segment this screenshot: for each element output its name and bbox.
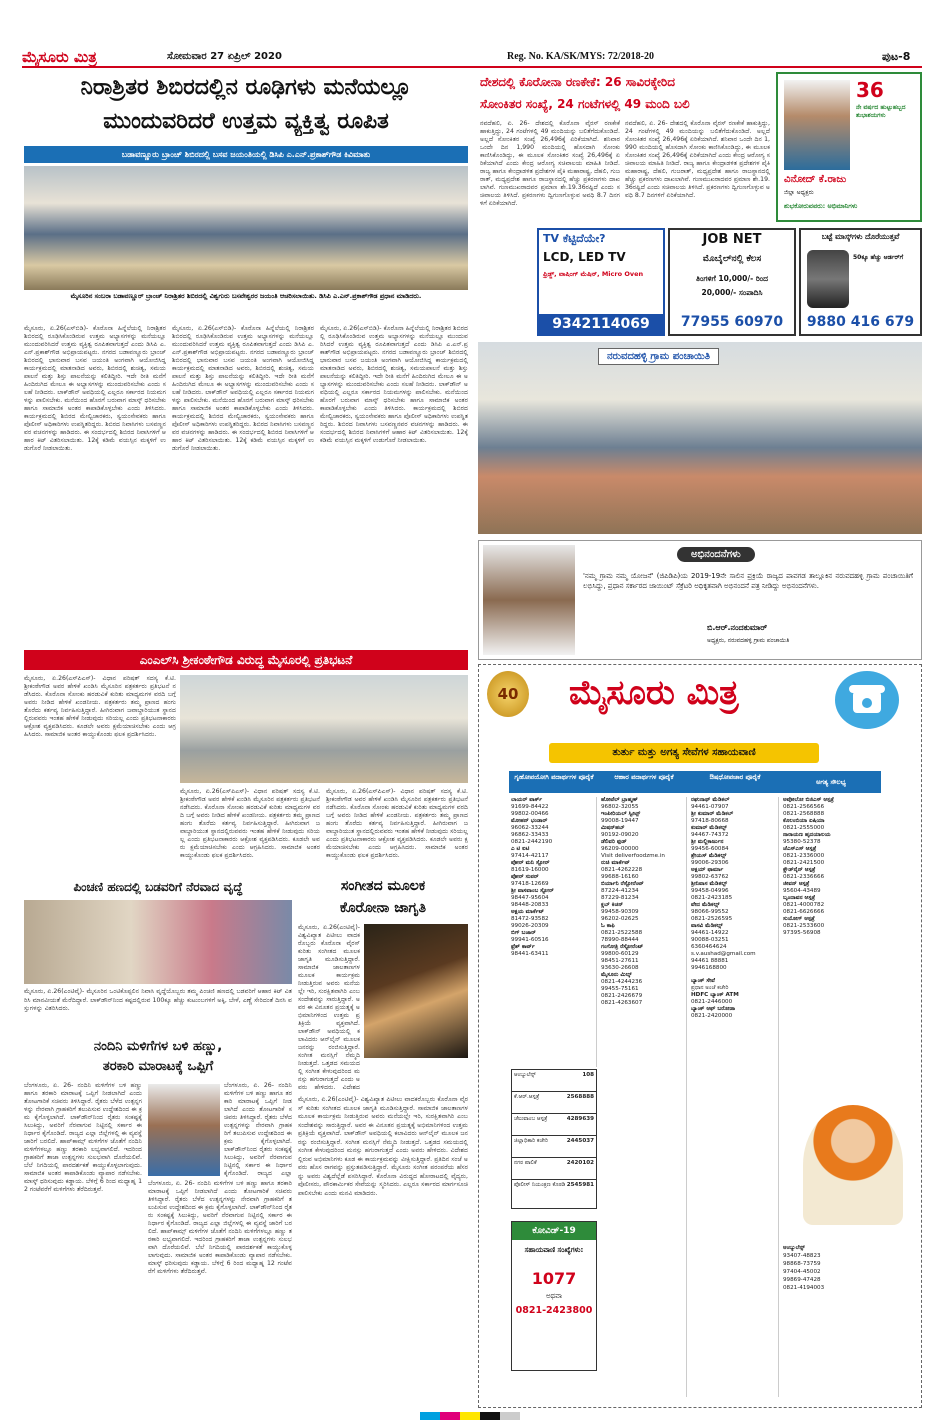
panchayat-photo: [478, 342, 922, 534]
dir-entry: ಮಿಷನ್‌ಹಬ್: [601, 825, 625, 831]
covid-num2: 0821-2423800: [515, 1305, 593, 1316]
directory-box: [478, 664, 922, 1408]
dir-entry: ಶ್ರೀನಿವಾಸ ಮೆಡಿಕಲ್ಸ್: [691, 881, 728, 887]
corona-body-col2: ನವದೆಹಲಿ, ಏ. 26- ದೇಶದಲ್ಲಿ ಕೊರೊನಾ ವೈರಸ್ ರಣಕೇಕೆ ಹಾಕುತ್ತಿದ್ದು, 24 ಗಂಟೆಗಳಲ್ಲಿ 49 ಮಂದಿಯನ್ನು ಬಲಿತೆಗೆದುಕೊಂಡಿದೆ. ಅಲ್ಲದೆ ಸೋಂಕಿತರ ಸಂಖ್ಯೆ 26,496ಕ್ಕೆ ಏರಿಕೆಯಾಗಿದೆ. ಶನಿವಾರ ಒಂದೇ ದಿನ 1,990 ಮಂದಿಯಲ್ಲಿ ಹೊಸದಾಗಿ ಸೋಂಕು ಕಾಣಿಸಿಕೊಂಡಿದ್ದು, ಈ ಮೂಲಕ ಸೋಂಕಿತರ ಸಂಖ್ಯೆ 26,496ಕ್ಕೆ ಏರಿಕೆಯಾಗಿದೆ ಎಂದು ಕೇಂದ್ರ ಆರೋಗ್ಯ ಸಚಿವಾಲಯ ಮಾಹಿತಿ ನೀಡಿದೆ. ರಾಜ್ಯ ಹಾಗೂ ಕೇಂದ್ರಾಡಳಿತ ಪ್ರದೇಶಗಳ ಪೈಕಿ ಮಹಾರಾಷ್ಟ್ರ, ದೆಹಲಿ, ಗುಜರಾತ್, ಮಧ್ಯಪ್ರದೇಶ ಹಾಗೂ ರಾಜಸ್ಥಾನದಲ್ಲಿ ಹೆಚ್ಚು ಪ್ರಕರಣಗಳು ದಾಖಲಾಗಿವೆ. ಗುಣಮುಖರಾದವರ ಪ್ರಮಾಣ ಶೇ.19.36ರಷ್ಟಿದೆ ಎಂದು ಸಚಿವಾಲಯ ತಿಳಿಸಿದೆ. ಪ್ರಕರಣಗಳು ದ್ವಿಗುಣಗೊಳ್ಳುವ ಅವಧಿ 8.7 ದಿನಗಳಿಗೆ ಏರಿಕೆಯಾಗಿದೆ.: [625, 120, 770, 199]
birthday-badge-text: ನೇ ವರ್ಷದ ಹುಟ್ಟುಹಬ್ಬದ ಶುಭಾಶಯಗಳು: [856, 104, 906, 119]
dir-entry: ಬ್ಯಾಂಕ್ ಆಫ್ ಬರೋಡಾ: [691, 1006, 736, 1012]
pension-photo: [24, 900, 292, 984]
greet-body: 'ನಮ್ಮ ಗ್ರಾಮ ನಮ್ಮ ಯೋಜನೆ' (ಜಿಪಿಡಿಪಿ)ಯ 2019-19ನೇ ಸಾಲಿನ ಪ್ರಕ್ರಿಯೆ ರಾಜ್ಯದ ಪಾವಗಡ ತಾಲ್ಲೂಕಿನ ನರುವದಹಳ್ಳಿ ಗ್ರಾಮ ಪಂಚಾಯಿತಿಗೆ ಲಭಿಸಿದ್ದು, ಪ್ರಧಾನ ಸರ್ಕಾರದ ಜಾಯಿಂಟ್ ಸೆಕ್ರೆಟರಿ ಅಧಿಕೃತವಾಗಿ ಅಭಿನಂದನೆ ಪತ್ರ ನೀಡಿದ್ದು ಅಭಿನಂದನೆಗಳು.: [583, 572, 913, 590]
emergency-num: 2420102: [566, 1160, 594, 1166]
mask-ad: [799, 228, 922, 336]
tv-repair-ad: [537, 228, 665, 336]
dir-entry: ಜೆಎಸ್‌ಎಸ್ ಆಸ್ಪತ್ರೆ: [783, 846, 817, 852]
pension-headline: ಪಿಂಚಣಿ ಹಣದಲ್ಲಿ ಬಡವರಿಗೆ ನೆರವಾದ ವೃದ್ಧೆ: [73, 880, 243, 894]
dir-entry: ಹೋಟೆಲ್ ಬ್ರಾಹ್ಮಣ್: [601, 797, 638, 803]
greet-portrait: [483, 545, 575, 655]
job-net-ad: [668, 228, 796, 336]
emergency-num: 108: [582, 1072, 594, 1078]
dir-entry: ನಾರಾಯಣ ಹೃದಯಾಲಯ: [783, 832, 831, 838]
dir-entry: 90192-09020: [601, 832, 639, 838]
dir-entry: 99026-20309: [511, 923, 549, 929]
nandini-headline-1: ನಂದಿನಿ ಮಳಿಗೆಗಳ ಬಳಿ ಹಣ್ಣು,: [93, 1039, 223, 1054]
phone-icon: [835, 671, 899, 729]
dir-entry: ಶ್ರೀ ಕುಮಾರ್ ಮೆಡಿಕಲ್: [691, 811, 734, 817]
emergency-name: ಆಂಬ್ಯುಲೆನ್ಸ್: [514, 1072, 536, 1078]
dir-entry: ಸುಯೋಗ್ ಆಸ್ಪತ್ರೆ: [783, 916, 815, 922]
dir-entry: 0821-2336666: [783, 874, 825, 880]
dir-head-2: ಆಹಾರ ಪದಾರ್ಥಗಳ ಪೂರೈಕೆ: [599, 771, 689, 793]
dir-entry: 0821-4194003: [783, 1285, 825, 1291]
mask-ad-line1: 50ಕ್ಕೂ ಹೆಚ್ಚು ಆರ್ಡರ್‌ಗೆ: [853, 254, 904, 261]
dir-entry: ರುಚಿ ಮಾರ್ಕೆಟ್: [601, 860, 630, 866]
nandini-portrait: [148, 1084, 220, 1176]
dir-entry: ಅಪೋಲೋ ಬಿಜಿಎಸ್ ಆಸ್ಪತ್ರೆ: [783, 797, 834, 803]
protest-body-col1: ಮೈಸೂರು, ಏ.26(ಎಸ್‌ಪಿಎಸ್)- ವಿಧಾನ ಪರಿಷತ್ ಸದಸ್ಯ ಕೆ.ಟಿ.ಶ್ರೀಕಂಠೇಗೌಡ ಅವರ ಹೇಳಿಕೆ ಖಂಡಿಸಿ ಮೈಸೂರಿನ ಪತ್ರಕರ್ತರು ಪ್ರತಿಭಟನೆ ನಡೆಸಿದರು. ಕೊರೊನಾ ಸೋಂಕು ಹರಡುವಿಕೆ ಕುರಿತು ಮಾಧ್ಯಮಗಳ ವರದಿ ಬಗ್ಗೆ ಅವರು ನೀಡಿದ ಹೇಳಿಕೆ ಖಂಡನೀಯ. ಪತ್ರಕರ್ತರು ತಮ್ಮ ಪ್ರಾಣದ ಹಂಗು ತೊರೆದು ಕರ್ತವ್ಯ ನಿರ್ವಹಿಸುತ್ತಿದ್ದಾರೆ. ಹೀಗಿರುವಾಗ ಜವಾಬ್ದಾರಿಯುತ ಸ್ಥಾನದಲ್ಲಿರುವವರು ಇಂತಹ ಹೇಳಿಕೆ ನೀಡುವುದು ಸರಿಯಲ್ಲ ಎಂದು ಪ್ರತಿಭಟನಾಕಾರರು ಆಕ್ರೋಶ ವ್ಯಕ್ತಪಡಿಸಿದರು. ಕೂಡಲೇ ಅವರು ಕ್ಷಮೆಯಾಚಿಸಬೇಕು ಎಂದು ಆಗ್ರಹಿಸಿದರು. ಸಾಮಾಜಿಕ ಅಂತರ ಕಾಯ್ದುಕೊಂಡು ಫಲಕ ಪ್ರದರ್ಶಿಸಿದರು.: [24, 675, 176, 738]
dir-entry: ಶ್ರೇಯಸ್ ಮೆಡಿಕಲ್ಸ್: [691, 853, 727, 859]
lead-photo: [24, 166, 468, 290]
dir-entry: 94461-07907: [691, 804, 729, 810]
dir-entry: 0821-2336000: [783, 853, 825, 859]
dir-entry: 94461 88881: [691, 958, 729, 964]
music-body-a: ಮೈಸೂರು, ಏ.26(ಎಂಟಿವೈ)- ವಿಶ್ವವಿಖ್ಯಾತ ಪಿಟೀಲು ವಾದಕರೊಬ್ಬರು ಕೊರೊನಾ ವೈರಸ್ ಕುರಿತು ಸಂಗೀತದ ಮೂಲಕ ಜಾಗೃತಿ ಮೂಡಿಸುತ್ತಿದ್ದಾರೆ. ಸಾಮಾಜಿಕ ಜಾಲತಾಣಗಳ ಮೂಲಕ ಕಾರ್ಯಕ್ರಮ ನೀಡುತ್ತಿರುವ ಅವರು ಮನೆಯಲ್ಲೇ ಇರಿ, ಸುರಕ್ಷಿತವಾಗಿರಿ ಎಂಬ ಸಂದೇಶವನ್ನು ಸಾರುತ್ತಿದ್ದಾರೆ. ಅವರ ಈ ವಿನೂತನ ಪ್ರಯತ್ನಕ್ಕೆ ಅಭಿಮಾನಿಗಳಿಂದ ಉತ್ತಮ ಪ್ರತಿಕ್ರಿಯೆ ವ್ಯಕ್ತವಾಗಿದೆ. ಲಾಕ್‌ಡೌನ್ ಅವಧಿಯಲ್ಲಿ ಕಲಾವಿದರು ಆನ್‌ಲೈನ್ ಮೂಲಕ ಜನರನ್ನು ರಂಜಿಸುತ್ತಿದ್ದಾರೆ. ಸಂಗೀತ ಮನಸ್ಸಿಗೆ ನೆಮ್ಮದಿ ನೀಡುತ್ತದೆ. ಒತ್ತಡದ ಸಮಯದಲ್ಲಿ ಸಂಗೀತ ಕೇಳುವುದರಿಂದ ಮನಸ್ಸು ಹಗುರಾಗುತ್ತದೆ ಎಂದು ಅವರು ಹೇಳಿದರು. ವಿದೇಶದ: [298, 924, 360, 1091]
dir-head-4: ಅಗತ್ಯ ಸೌಲಭ್ಯ: [781, 771, 881, 793]
dir-entry: 87229-81234: [601, 895, 639, 901]
mask-ad-image: [807, 250, 849, 308]
birthday-name: ವಿನೋದ್ ಕೆ.ರಾಜು: [784, 174, 847, 185]
dir-entry: ಬಿಗ್ ಬಜಾರ್: [511, 930, 536, 936]
birthday-wish: ಶುಭಕೋರುವವರು: ಅಭಿಮಾನಿಗಳು: [784, 202, 858, 210]
greet-head: ಅಭಿನಂದನೆಗಳು: [677, 547, 755, 562]
lead-headline-2: ಮುಂದುವರಿದರೆ ಉತ್ತಮ ವ್ಯಕ್ತಿತ್ವ ರೂಪಿತ: [103, 109, 389, 134]
nandini-headline-2: ತರಕಾರಿ ಮಾರಾಟಕ್ಕೆ ಒಪ್ಪಿಗೆ: [102, 1059, 214, 1074]
dir-col-4-lower: [783, 1085, 913, 1405]
dir-entry: 87224-41234: [601, 888, 639, 894]
dir-entry: 0821-4262228: [601, 867, 643, 873]
nandini-body-c: ಬೆಂಗಳೂರು, ಏ. 26- ನಂದಿನಿ ಮಳಿಗೆಗಳ ಬಳಿ ಹಣ್ಣು ಹಾಗೂ ತರಕಾರಿ ಮಾರಾಟಕ್ಕೆ ಒಪ್ಪಿಗೆ ನೀಡಲಾಗಿದೆ ಎಂದು ತೋಟಗಾರಿಕೆ ಸಚಿವರು ತಿಳಿಸಿದ್ದಾರೆ. ರೈತರು ಬೆಳೆದ ಉತ್ಪನ್ನಗಳನ್ನು ನೇರವಾಗಿ ಗ್ರಾಹಕರಿಗೆ ತಲುಪಿಸುವ ಉದ್ದೇಶದಿಂದ ಈ ಕ್ರಮ ಕೈಗೊಳ್ಳಲಾಗಿದೆ. ಲಾಕ್‌ಡೌನ್‌ನಿಂದ ರೈತರು ಸಂಕಷ್ಟಕ್ಕೆ ಸಿಲುಕಿದ್ದು, ಅವರಿಗೆ ನೆರವಾಗುವ ನಿಟ್ಟಿನಲ್ಲಿ ಸರ್ಕಾರ ಈ ನಿರ್ಧಾರ ಕೈಗೊಂಡಿದೆ. ರಾಜ್ಯದ ಎಲ್ಲಾ ಜಿಲ್ಲೆಗಳಲ್ಲಿ ಈ ವ್ಯವಸ್ಥೆ ಜಾರಿಗೆ ಬರಲಿದೆ. ಹಾಪ್‌ಕಾಮ್ಸ್ ಮಳಿಗೆಗಳ ಜೊತೆಗೆ ನಂದಿನಿ ಮಳಿಗೆಗಳಲ್ಲೂ ಹಣ್ಣು ತರಕಾರಿ ಲಭ್ಯವಾಗಲಿದೆ. ಇದರಿಂದ ಗ್ರಾಹಕರಿಗೆ ತಾಜಾ ಉತ್ಪನ್ನಗಳು ಸುಲಭವಾಗಿ ದೊರೆಯಲಿವೆ. ಬೆಲೆ ನಿಗದಿಯಲ್ಲಿ ಪಾರದರ್ಶಕತೆ ಕಾಯ್ದುಕೊಳ್ಳಲಾಗುವುದು. ಸಾಮಾಜಿಕ ಅಂತರ ಕಾಪಾಡಿಕೊಂಡು ವ್ಯಾಪಾರ ನಡೆಸಬೇಕು. ಮಾಸ್ಕ್ ಧರಿಸುವುದು ಕಡ್ಡಾಯ. ಬೆಳಿಗ್ಗೆ 6 ರಿಂದ ಮಧ್ಯಾಹ್ನ 12 ಗಂಟೆವರೆಗೆ ಮಳಿಗೆಗಳು ತೆರೆದಿರುತ್ತವೆ.: [148, 1180, 292, 1275]
corona-headline-1: ದೇಶದಲ್ಲಿ ಕೊರೋನಾ ರಣಕೇಕೆ: 26 ಸಾವಿರಕ್ಕೇರಿದ: [480, 75, 676, 89]
dir-col-2: [601, 797, 687, 1397]
dir-entry: ಕುಮಾರ್ ಮೆಡಿಕಲ್ಸ್: [691, 825, 727, 831]
emergency-row: [512, 1180, 596, 1202]
dir-entry: 6360464624: [691, 944, 727, 950]
dir-entry: 9946168800: [691, 965, 727, 971]
covid-head: ಕೋವಿಡ್-19: [512, 1222, 596, 1240]
dir-entry: ಶ್ರೀ ಮಲ್ಲಿಕಾರ್ಜುನ: [691, 839, 724, 845]
job-ad-phone: 77955 60970: [680, 314, 784, 330]
music-headline-1: ಸಂಗೀತದ ಮೂಲಕ: [340, 878, 426, 894]
dir-entry: ಕ್ಲೌಡ್‌ನೈನ್ ಆಸ್ಪತ್ರೆ: [783, 867, 816, 873]
dir-entry: ಡೆಲಿವರಿ ಫುಡ್: [601, 839, 627, 845]
dir-entry: 91699-84422: [511, 804, 549, 810]
job-ad-line3: 20,000/- ಸಂಪಾದಿಸಿ: [701, 288, 763, 297]
dir-entry: 99800-60129: [601, 951, 639, 957]
birthday-ad: [776, 72, 922, 222]
dir-entry: 90088-03251: [691, 937, 729, 943]
music-body-b: ಮೈಸೂರು, ಏ.26(ಎಂಟಿವೈ)- ವಿಶ್ವವಿಖ್ಯಾತ ಪಿಟೀಲು ವಾದಕರೊಬ್ಬರು ಕೊರೊನಾ ವೈರಸ್ ಕುರಿತು ಸಂಗೀತದ ಮೂಲಕ ಜಾಗೃತಿ ಮೂಡಿಸುತ್ತಿದ್ದಾರೆ. ಸಾಮಾಜಿಕ ಜಾಲತಾಣಗಳ ಮೂಲಕ ಕಾರ್ಯಕ್ರಮ ನೀಡುತ್ತಿರುವ ಅವರು ಮನೆಯಲ್ಲೇ ಇರಿ, ಸುರಕ್ಷಿತವಾಗಿರಿ ಎಂಬ ಸಂದೇಶವನ್ನು ಸಾರುತ್ತಿದ್ದಾರೆ. ಅವರ ಈ ವಿನೂತನ ಪ್ರಯತ್ನಕ್ಕೆ ಅಭಿಮಾನಿಗಳಿಂದ ಉತ್ತಮ ಪ್ರತಿಕ್ರಿಯೆ ವ್ಯಕ್ತವಾಗಿದೆ. ಲಾಕ್‌ಡೌನ್ ಅವಧಿಯಲ್ಲಿ ಕಲಾವಿದರು ಆನ್‌ಲೈನ್ ಮೂಲಕ ಜನರನ್ನು ರಂಜಿಸುತ್ತಿದ್ದಾರೆ. ಸಂಗೀತ ಮನಸ್ಸಿಗೆ ನೆಮ್ಮದಿ ನೀಡುತ್ತದೆ. ಒತ್ತಡದ ಸಮಯದಲ್ಲಿ ಸಂಗೀತ ಕೇಳುವುದರಿಂದ ಮನಸ್ಸು ಹಗುರಾಗುತ್ತದೆ ಎಂದು ಅವರು ಹೇಳಿದರು. ವಿದೇಶದಲ್ಲಿರುವ ಅಭಿಮಾನಿಗಳು ಕೂಡ ಈ ಕಾರ್ಯಕ್ರಮವನ್ನು ವೀಕ್ಷಿಸುತ್ತಿದ್ದಾರೆ. ಪ್ರತಿದಿನ ಸಂಜೆ ಅವರು ಹೊಸ ರಾಗವನ್ನು ಪ್ರಸ್ತುತಪಡಿಸುತ್ತಿದ್ದಾರೆ. ಮೈಸೂರು ಸಂಗೀತ ಪರಂಪರೆಯ ಹೆಸರನ್ನು ಅವರು ವಿಶ್ವದೆಲ್ಲೆಡೆ ಪಸರಿಸಿದ್ದಾರೆ. ಕೊರೊನಾ ವಿರುದ್ಧದ ಹೋರಾಟದಲ್ಲಿ ವೈದ್ಯರು, ಪೊಲೀಸರು, ಪೌರಕಾರ್ಮಿಕರ ಸೇವೆಯನ್ನು ಸ್ಮರಿಸಿದರು. ಎಲ್ಲರೂ ಸರ್ಕಾರದ ಮಾರ್ಗಸೂಚಿ ಪಾಲಿಸಬೇಕು ಎಂದು ಮನವಿ ಮಾಡಿದರು.: [298, 1096, 468, 1197]
emergency-row: [512, 1070, 596, 1092]
greet-sign-name: ಬಿ.ಆರ್.ನಂದಕುಮಾರ್: [707, 623, 768, 632]
dir-entry: 0821-2442190: [511, 839, 553, 845]
dir-entry: 95380-52378: [783, 839, 821, 845]
dir-entry: 96062-33244: [511, 825, 549, 831]
dir-entry: ಅಕ್ಷಯ್ ಫಾರ್ಮಾ: [691, 867, 724, 873]
dir-entry: 97404-45002: [783, 1269, 821, 1275]
dir-entry: 0821-4000782: [783, 902, 825, 908]
music-headline-2: ಕೊರೋನಾ ಜಾಗೃತಿ: [339, 900, 427, 916]
print-registration-strip: [420, 1412, 520, 1420]
lead-subheadline: ಬಡಾವಣ್ಣೂರು ಬ್ರಾಂಚ್ ಶಿಬಿರದಲ್ಲಿ ಬಸವ ಜಯಂತಿಯಲ್ಲಿ ಡಿಸಿಪಿ ಎ.ಎನ್.ಪ್ರಕಾಶ್‌ಗೌಡ ಕಿವಿಮಾತು: [24, 146, 468, 163]
dir-entry: 0821-2420000: [691, 1013, 733, 1019]
emergency-num: 2445037: [566, 1138, 594, 1144]
dir-entry: 0821-2533600: [783, 923, 825, 929]
dir-entry: ಗಂಗೋತ್ರಿ ರೆಸ್ಟೋರೆಂಟ್: [601, 944, 644, 950]
emergency-table: [511, 1069, 597, 1209]
directory-badge-num: 40: [497, 685, 519, 703]
dir-entry: 0821-2568888: [783, 811, 825, 817]
dir-entry: 98447-95604: [511, 895, 549, 901]
dir-entry: ಪೋರ್ ಸುಪರ್: [511, 874, 539, 880]
dir-entry: 96202-02625: [601, 916, 639, 922]
job-ad-line1: ಮೊಬೈಲ್‌ನಲ್ಲಿ ಕೆಲಸ: [702, 254, 762, 264]
covid-box: [511, 1221, 597, 1371]
job-ad-line2: ತಿಂಗಳಿಗೆ 10,000/- ರಿಂದ: [696, 274, 768, 283]
emergency-name: ಕೆ.ಆರ್.ಆಸ್ಪತ್ರೆ: [514, 1094, 540, 1100]
dir-head-3: ಔಷಧೋಪಚಾರ ಪೂರೈಕೆ: [689, 771, 781, 793]
masthead-reg: Reg. No. KA/SK/MYS: 72/2018-20: [507, 51, 654, 62]
covid-or: ಅಥವಾ: [545, 1292, 563, 1300]
masthead: [22, 46, 922, 68]
dir-entry: 98451-27611: [601, 958, 639, 964]
dir-entry: ಬಿರ್ಯಾನಿ ರೆಸ್ಟೋರೆಂಟ್: [601, 881, 644, 887]
mask-ad-phone: 9880 416 679: [806, 314, 915, 330]
tv-ad-line1: LCD, LED TV: [543, 250, 626, 264]
dir-entry: ವಾಸವಿ ಮೆಡಿಕಲ್ಸ್: [691, 923, 723, 929]
dir-col-1: [511, 797, 597, 1067]
dir-entry: 97395-56908: [783, 930, 821, 936]
dir-entry: Visit deliverfoodzme.in: [601, 853, 665, 859]
dir-entry: HDFC ಬ್ಯಾಂಕ್ ATM: [691, 992, 739, 998]
emergency-name: ಜಿಲ್ಲಾಧಿಕಾರಿ ಕಚೇರಿ: [514, 1138, 548, 1144]
emergency-row: [512, 1136, 596, 1158]
dir-entry: s.v.aushad@gmail.com: [691, 951, 756, 957]
emergency-name: ಪೊಲೀಸ್ ನಿಯಂತ್ರಣ ಕೊಠಡಿ: [514, 1182, 566, 1188]
dir-entry: 99008-19447: [601, 818, 639, 824]
masthead-logo: ಮೈಸೂರು ಮಿತ್ರ: [22, 48, 97, 66]
dir-entry: 99802-63762: [691, 874, 729, 880]
dir-entry: 95604-43489: [783, 888, 821, 894]
dir-col-4: [783, 797, 881, 1077]
dir-entry: 78990-88444: [601, 937, 639, 943]
greet-box: [478, 540, 922, 660]
dir-entry: 94461-14922: [691, 930, 729, 936]
dir-entry: 93407-48823: [783, 1253, 821, 1259]
dir-entry: 0821-4244236: [601, 979, 643, 985]
dir-entry: 98448-20833: [511, 902, 549, 908]
mask-ad-title: ಬಟ್ಟೆ ಮಾಸ್ಕ್‌ಗಳು ದೊರೆಯುತ್ತವೆ: [821, 232, 900, 241]
masthead-page: ಪುಟ-8: [882, 50, 911, 63]
dir-entry: 97418-80668: [691, 818, 729, 824]
pension-body: ಮೈಸೂರು, ಏ.26(ಎಂಟಿವೈ)- ಮೈಸೂರಿನ ಒಂಟಿಕೊಪ್ಪಲಿನ ನಿವಾಸಿ ವೃದ್ಧೆಯೊಬ್ಬರು ತಮ್ಮ ಪಿಂಚಣಿ ಹಣದಲ್ಲಿ ಬಡವರಿಗೆ ಆಹಾರ ಕಿಟ್ ವಿತರಿಸಿ ಮಾನವೀಯತೆ ಮೆರೆದಿದ್ದಾರೆ. ಲಾಕ್‌ಡೌನ್‌ನಿಂದ ಕಷ್ಟದಲ್ಲಿರುವ 100ಕ್ಕೂ ಹೆಚ್ಚು ಕುಟುಂಬಗಳಿಗೆ ಅಕ್ಕಿ, ಬೇಳೆ, ಎಣ್ಣೆ ಸೇರಿದಂತೆ ದಿನಸಿ ವಸ್ತುಗಳನ್ನು ವಿತರಿಸಿದರು.: [24, 988, 292, 1012]
dir-entry: 98066-99552: [691, 909, 729, 915]
dir-entry: 0821-2566566: [783, 804, 825, 810]
birthday-photo: [784, 80, 850, 170]
panchayat-sign: ನರುವದಹಳ್ಳಿ ಗ್ರಾಮ ಪಂಚಾಯಿತಿ: [598, 348, 719, 365]
dir-entry: 97418-12669: [511, 881, 549, 887]
newspaper-reader-illustration: [803, 1105, 903, 1225]
dir-entry: 0821-2426679: [601, 993, 643, 999]
corona-headline-2: ಸೋಂಕಿತರ ಸಂಖ್ಯೆ, 24 ಗಂಟೆಗಳಲ್ಲಿ 49 ಮಂದಿ ಬಲಿ: [480, 97, 690, 111]
dir-entry: 99802-00466: [511, 811, 549, 817]
dir-entry: 97414-42117: [511, 853, 549, 859]
lead-body-col1: ಮೈಸೂರು, ಏ.26(ಎಸ್‌ಬಿಡಿ)- ಕೊರೊನಾ ಹಿನ್ನೆಲೆಯಲ್ಲಿ ನಿರಾಶ್ರಿತರ ಶಿಬಿರದಲ್ಲಿ ರೂಢಿಸಿಕೊಂಡಿರುವ ಉತ್ತಮ ಅಭ್ಯಾಸಗಳನ್ನು ಮನೆಯಲ್ಲೂ ಮುಂದುವರಿಸಿದರೆ ಉತ್ತಮ ವ್ಯಕ್ತಿತ್ವ ರೂಪಿತವಾಗುತ್ತದೆ ಎಂದು ಡಿಸಿಪಿ ಎ.ಎನ್.ಪ್ರಕಾಶ್‌ಗೌಡ ಅಭಿಪ್ರಾಯಪಟ್ಟರು. ನಗರದ ಬಡಾವಣ್ಣೂರು ಬ್ರಾಂಚ್ ಶಿಬಿರದಲ್ಲಿ ಭಾನುವಾರ ಬಸವ ಜಯಂತಿ ಅಂಗವಾಗಿ ಆಯೋಜಿಸಿದ್ದ ಕಾರ್ಯಕ್ರಮದಲ್ಲಿ ಮಾತನಾಡಿದ ಅವರು, ಶಿಬಿರದಲ್ಲಿ ಶುಚಿತ್ವ, ಸಮಯಪಾಲನೆ ಮತ್ತು ಶಿಸ್ತು ಪಾಲನೆಯನ್ನು ಕಲಿತಿದ್ದೀರಿ. ಇದೇ ರೀತಿ ಮನೆಗೆ ಹಿಂದಿರುಗಿದ ಮೇಲೂ ಈ ಅಭ್ಯಾಸಗಳನ್ನು ಮುಂದುವರಿಸಬೇಕು ಎಂದು ಸಲಹೆ ನೀಡಿದರು. ಲಾಕ್‌ಡೌನ್ ಅವಧಿಯಲ್ಲಿ ಎಲ್ಲರೂ ಸರ್ಕಾರದ ನಿಯಮಗಳನ್ನು ಪಾಲಿಸಬೇಕು. ಮನೆಯಿಂದ ಹೊರಗೆ ಬರುವಾಗ ಮಾಸ್ಕ್ ಧರಿಸಬೇಕು ಹಾಗೂ ಸಾಮಾಜಿಕ ಅಂತರ ಕಾಪಾಡಿಕೊಳ್ಳಬೇಕು ಎಂದು ತಿಳಿಸಿದರು. ಕಾರ್ಯಕ್ರಮದಲ್ಲಿ ಶಿಬಿರದ ಮೇಲ್ವಿಚಾರಕರು, ಸ್ವಯಂಸೇವಕರು ಹಾಗೂ ಪೊಲೀಸ್ ಅಧಿಕಾರಿಗಳು ಉಪಸ್ಥಿತರಿದ್ದರು. ಶಿಬಿರದ ನಿವಾಸಿಗಳು ಬಸವಣ್ಣನವರ ವಚನಗಳನ್ನು ಹಾಡಿದರು. ಈ ಸಂದರ್ಭದಲ್ಲಿ ಶಿಬಿರದ ನಿವಾಸಿಗಳಿಗೆ ಆಹಾರ ಕಿಟ್ ವಿತರಿಸಲಾಯಿತು. 12ಕ್ಕೆ ಕಡಿಮೆ ವಯಸ್ಸಿನ ಮಕ್ಕಳಿಗೆ ಉಡುಗೊರೆ ನೀಡಲಾಯಿತು.: [24, 325, 166, 452]
dir-entry: ಲಾಯರ್ ಪಾರ್ಕ್: [511, 797, 543, 803]
emergency-num: 4289639: [566, 1116, 594, 1122]
tv-ad-title: TV ಕೆಟ್ಟಿದೆಯೇ?: [543, 232, 606, 245]
dir-entry: ಎ ಟಿ ಐಟಿ: [511, 846, 530, 852]
lead-body-col3: ಮೈಸೂರು, ಏ.26(ಎಸ್‌ಬಿಡಿ)- ಕೊರೊನಾ ಹಿನ್ನೆಲೆಯಲ್ಲಿ ನಿರಾಶ್ರಿತರ ಶಿಬಿರದಲ್ಲಿ ರೂಢಿಸಿಕೊಂಡಿರುವ ಉತ್ತಮ ಅಭ್ಯಾಸಗಳನ್ನು ಮನೆಯಲ್ಲೂ ಮುಂದುವರಿಸಿದರೆ ಉತ್ತಮ ವ್ಯಕ್ತಿತ್ವ ರೂಪಿತವಾಗುತ್ತದೆ ಎಂದು ಡಿಸಿಪಿ ಎ.ಎನ್.ಪ್ರಕಾಶ್‌ಗೌಡ ಅಭಿಪ್ರಾಯಪಟ್ಟರು. ನಗರದ ಬಡಾವಣ್ಣೂರು ಬ್ರಾಂಚ್ ಶಿಬಿರದಲ್ಲಿ ಭಾನುವಾರ ಬಸವ ಜಯಂತಿ ಅಂಗವಾಗಿ ಆಯೋಜಿಸಿದ್ದ ಕಾರ್ಯಕ್ರಮದಲ್ಲಿ ಮಾತನಾಡಿದ ಅವರು, ಶಿಬಿರದಲ್ಲಿ ಶುಚಿತ್ವ, ಸಮಯಪಾಲನೆ ಮತ್ತು ಶಿಸ್ತು ಪಾಲನೆಯನ್ನು ಕಲಿತಿದ್ದೀರಿ. ಇದೇ ರೀತಿ ಮನೆಗೆ ಹಿಂದಿರುಗಿದ ಮೇಲೂ ಈ ಅಭ್ಯಾಸಗಳನ್ನು ಮುಂದುವರಿಸಬೇಕು ಎಂದು ಸಲಹೆ ನೀಡಿದರು. ಲಾಕ್‌ಡೌನ್ ಅವಧಿಯಲ್ಲಿ ಎಲ್ಲರೂ ಸರ್ಕಾರದ ನಿಯಮಗಳನ್ನು ಪಾಲಿಸಬೇಕು. ಮನೆಯಿಂದ ಹೊರಗೆ ಬರುವಾಗ ಮಾಸ್ಕ್ ಧರಿಸಬೇಕು ಹಾಗೂ ಸಾಮಾಜಿಕ ಅಂತರ ಕಾಪಾಡಿಕೊಳ್ಳಬೇಕು ಎಂದು ತಿಳಿಸಿದರು. ಕಾರ್ಯಕ್ರಮದಲ್ಲಿ ಶಿಬಿರದ ಮೇಲ್ವಿಚಾರಕರು, ಸ್ವಯಂಸೇವಕರು ಹಾಗೂ ಪೊಲೀಸ್ ಅಧಿಕಾರಿಗಳು ಉಪಸ್ಥಿತರಿದ್ದರು. ಶಿಬಿರದ ನಿವಾಸಿಗಳು ಬಸವಣ್ಣನವರ ವಚನಗಳನ್ನು ಹಾಡಿದರು. ಈ ಸಂದರ್ಭದಲ್ಲಿ ಶಿಬಿರದ ನಿವಾಸಿಗಳಿಗೆ ಆಹಾರ ಕಿಟ್ ವಿತರಿಸಲಾಯಿತು. 12ಕ್ಕೆ ಕಡಿಮೆ ವಯಸ್ಸಿನ ಮಕ್ಕಳಿಗೆ ಉಡುಗೊರೆ ನೀಡಲಾಯಿತು.: [320, 325, 468, 444]
dir-entry: ಕೊಲಂಬಿಯಾ ಏಷಿಯಾ: [783, 818, 825, 824]
music-photo: [364, 924, 468, 1058]
dir-entry: ಮೈಸೂರು ಮಿಲ್ಕ್: [601, 972, 632, 978]
lead-headline-1: ನಿರಾಶ್ರಿತರ ಶಿಬಿರದಲ್ಲಿನ ರೂಢಿಗಳು ಮನೆಯಲ್ಲೂ: [80, 75, 412, 100]
dir-entry: 99941-60516: [511, 937, 549, 943]
dir-entry: 99869-47428: [783, 1277, 821, 1283]
dir-entry: ಶ್ರೀ ವಾಸವಾಂಬ ಸ್ಟೋರ್: [511, 888, 554, 894]
dir-entry: 99458-90309: [601, 909, 639, 915]
dir-entry: ವೇದ ಮೆಡಿಕಲ್ಸ್: [691, 902, 720, 908]
dir-entry: 0821-2446000: [691, 999, 733, 1005]
emergency-row: [512, 1158, 596, 1180]
dir-entry: ಆಂಬ್ಯುಲೆನ್ಸ್: [783, 1245, 805, 1251]
job-ad-title: JOB NET: [702, 232, 762, 247]
directory-tagline: ತುರ್ತು ಮತ್ತು ಅಗತ್ಯ ಸೇವೆಗಳ ಸಹಾಯವಾಣಿ: [549, 743, 819, 763]
emergency-name: ಚೆಲುವಾಂಬ ಆಸ್ಪತ್ರೆ: [514, 1116, 548, 1122]
birthday-role: ಜಿಲ್ಲಾ ಅಧ್ಯಕ್ಷರು: [784, 189, 814, 196]
emergency-num: 2545981: [566, 1182, 594, 1188]
dir-entry: 96802-32055: [601, 804, 639, 810]
dir-entry: ಜೀವನ್ ಆಸ್ಪತ್ರೆ: [783, 881, 810, 887]
dir-entry: 81472-93582: [511, 916, 549, 922]
dir-col-3: [691, 797, 779, 1397]
protest-body-col3: ಮೈಸೂರು, ಏ.26(ಎಸ್‌ಪಿಎಸ್)- ವಿಧಾನ ಪರಿಷತ್ ಸದಸ್ಯ ಕೆ.ಟಿ.ಶ್ರೀಕಂಠೇಗೌಡ ಅವರ ಹೇಳಿಕೆ ಖಂಡಿಸಿ ಮೈಸೂರಿನ ಪತ್ರಕರ್ತರು ಪ್ರತಿಭಟನೆ ನಡೆಸಿದರು. ಕೊರೊನಾ ಸೋಂಕು ಹರಡುವಿಕೆ ಕುರಿತು ಮಾಧ್ಯಮಗಳ ವರದಿ ಬಗ್ಗೆ ಅವರು ನೀಡಿದ ಹೇಳಿಕೆ ಖಂಡನೀಯ. ಪತ್ರಕರ್ತರು ತಮ್ಮ ಪ್ರಾಣದ ಹಂಗು ತೊರೆದು ಕರ್ತವ್ಯ ನಿರ್ವಹಿಸುತ್ತಿದ್ದಾರೆ. ಹೀಗಿರುವಾಗ ಜವಾಬ್ದಾರಿಯುತ ಸ್ಥಾನದಲ್ಲಿರುವವರು ಇಂತಹ ಹೇಳಿಕೆ ನೀಡುವುದು ಸರಿಯಲ್ಲ ಎಂದು ಪ್ರತಿಭಟನಾಕಾರರು ಆಕ್ರೋಶ ವ್ಯಕ್ತಪಡಿಸಿದರು. ಕೂಡಲೇ ಅವರು ಕ್ಷಮೆಯಾಚಿಸಬೇಕು ಎಂದು ಆಗ್ರಹಿಸಿದರು. ಸಾಮಾಜಿಕ ಅಂತರ ಕಾಯ್ದುಕೊಂಡು ಫಲಕ ಪ್ರದರ್ಶಿಸಿದರು.: [326, 788, 468, 859]
protest-body-col2: ಮೈಸೂರು, ಏ.26(ಎಸ್‌ಪಿಎಸ್)- ವಿಧಾನ ಪರಿಷತ್ ಸದಸ್ಯ ಕೆ.ಟಿ.ಶ್ರೀಕಂಠೇಗೌಡ ಅವರ ಹೇಳಿಕೆ ಖಂಡಿಸಿ ಮೈಸೂರಿನ ಪತ್ರಕರ್ತರು ಪ್ರತಿಭಟನೆ ನಡೆಸಿದರು. ಕೊರೊನಾ ಸೋಂಕು ಹರಡುವಿಕೆ ಕುರಿತು ಮಾಧ್ಯಮಗಳ ವರದಿ ಬಗ್ಗೆ ಅವರು ನೀಡಿದ ಹೇಳಿಕೆ ಖಂಡನೀಯ. ಪತ್ರಕರ್ತರು ತಮ್ಮ ಪ್ರಾಣದ ಹಂಗು ತೊರೆದು ಕರ್ತವ್ಯ ನಿರ್ವಹಿಸುತ್ತಿದ್ದಾರೆ. ಹೀಗಿರುವಾಗ ಜವಾಬ್ದಾರಿಯುತ ಸ್ಥಾನದಲ್ಲಿರುವವರು ಇಂತಹ ಹೇಳಿಕೆ ನೀಡುವುದು ಸರಿಯಲ್ಲ ಎಂದು ಪ್ರತಿಭಟನಾಕಾರರು ಆಕ್ರೋಶ ವ್ಯಕ್ತಪಡಿಸಿದರು. ಕೂಡಲೇ ಅವರು ಕ್ಷಮೆಯಾಚಿಸಬೇಕು ಎಂದು ಆಗ್ರಹಿಸಿದರು. ಸಾಮಾಜಿಕ ಅಂತರ ಕಾಯ್ದುಕೊಂಡು ಫಲಕ ಪ್ರದರ್ಶಿಸಿದರು.: [180, 788, 320, 859]
emergency-row: [512, 1114, 596, 1136]
dir-entry: 0821-2555000: [783, 825, 825, 831]
dir-entry: 96209-00000: [601, 846, 639, 852]
lead-body-col2: ಮೈಸೂರು, ಏ.26(ಎಸ್‌ಬಿಡಿ)- ಕೊರೊನಾ ಹಿನ್ನೆಲೆಯಲ್ಲಿ ನಿರಾಶ್ರಿತರ ಶಿಬಿರದಲ್ಲಿ ರೂಢಿಸಿಕೊಂಡಿರುವ ಉತ್ತಮ ಅಭ್ಯಾಸಗಳನ್ನು ಮನೆಯಲ್ಲೂ ಮುಂದುವರಿಸಿದರೆ ಉತ್ತಮ ವ್ಯಕ್ತಿತ್ವ ರೂಪಿತವಾಗುತ್ತದೆ ಎಂದು ಡಿಸಿಪಿ ಎ.ಎನ್.ಪ್ರಕಾಶ್‌ಗೌಡ ಅಭಿಪ್ರಾಯಪಟ್ಟರು. ನಗರದ ಬಡಾವಣ್ಣೂರು ಬ್ರಾಂಚ್ ಶಿಬಿರದಲ್ಲಿ ಭಾನುವಾರ ಬಸವ ಜಯಂತಿ ಅಂಗವಾಗಿ ಆಯೋಜಿಸಿದ್ದ ಕಾರ್ಯಕ್ರಮದಲ್ಲಿ ಮಾತನಾಡಿದ ಅವರು, ಶಿಬಿರದಲ್ಲಿ ಶುಚಿತ್ವ, ಸಮಯಪಾಲನೆ ಮತ್ತು ಶಿಸ್ತು ಪಾಲನೆಯನ್ನು ಕಲಿತಿದ್ದೀರಿ. ಇದೇ ರೀತಿ ಮನೆಗೆ ಹಿಂದಿರುಗಿದ ಮೇಲೂ ಈ ಅಭ್ಯಾಸಗಳನ್ನು ಮುಂದುವರಿಸಬೇಕು ಎಂದು ಸಲಹೆ ನೀಡಿದರು. ಲಾಕ್‌ಡೌನ್ ಅವಧಿಯಲ್ಲಿ ಎಲ್ಲರೂ ಸರ್ಕಾರದ ನಿಯಮಗಳನ್ನು ಪಾಲಿಸಬೇಕು. ಮನೆಯಿಂದ ಹೊರಗೆ ಬರುವಾಗ ಮಾಸ್ಕ್ ಧರಿಸಬೇಕು ಹಾಗೂ ಸಾಮಾಜಿಕ ಅಂತರ ಕಾಪಾಡಿಕೊಳ್ಳಬೇಕು ಎಂದು ತಿಳಿಸಿದರು. ಕಾರ್ಯಕ್ರಮದಲ್ಲಿ ಶಿಬಿರದ ಮೇಲ್ವಿಚಾರಕರು, ಸ್ವಯಂಸೇವಕರು ಹಾಗೂ ಪೊಲೀಸ್ ಅಧಿಕಾರಿಗಳು ಉಪಸ್ಥಿತರಿದ್ದರು. ಶಿಬಿರದ ನಿವಾಸಿಗಳು ಬಸವಣ್ಣನವರ ವಚನಗಳನ್ನು ಹಾಡಿದರು. ಈ ಸಂದರ್ಭದಲ್ಲಿ ಶಿಬಿರದ ನಿವಾಸಿಗಳಿಗೆ ಆಹಾರ ಕಿಟ್ ವಿತರಿಸಲಾಯಿತು. 12ಕ್ಕೆ ಕಡಿಮೆ ವಯಸ್ಸಿನ ಮಕ್ಕಳಿಗೆ ಉಡುಗೊರೆ ನೀಡಲಾಯಿತು.: [172, 325, 314, 452]
dir-entry: 93630-26608: [601, 965, 639, 971]
dir-entry: 0821-6626666: [783, 909, 825, 915]
dir-entry: 94467-74372: [691, 832, 729, 838]
dir-entry: 0821-2421500: [783, 860, 825, 866]
dir-entry: ಕ್ಲಬ್ ಕಿಚನ್: [601, 902, 624, 908]
nandini-body-a: ಬೆಂಗಳೂರು, ಏ. 26- ನಂದಿನಿ ಮಳಿಗೆಗಳ ಬಳಿ ಹಣ್ಣು ಹಾಗೂ ತರಕಾರಿ ಮಾರಾಟಕ್ಕೆ ಒಪ್ಪಿಗೆ ನೀಡಲಾಗಿದೆ ಎಂದು ತೋಟಗಾರಿಕೆ ಸಚಿವರು ತಿಳಿಸಿದ್ದಾರೆ. ರೈತರು ಬೆಳೆದ ಉತ್ಪನ್ನಗಳನ್ನು ನೇರವಾಗಿ ಗ್ರಾಹಕರಿಗೆ ತಲುಪಿಸುವ ಉದ್ದೇಶದಿಂದ ಈ ಕ್ರಮ ಕೈಗೊಳ್ಳಲಾಗಿದೆ. ಲಾಕ್‌ಡೌನ್‌ನಿಂದ ರೈತರು ಸಂಕಷ್ಟಕ್ಕೆ ಸಿಲುಕಿದ್ದು, ಅವರಿಗೆ ನೆರವಾಗುವ ನಿಟ್ಟಿನಲ್ಲಿ ಸರ್ಕಾರ ಈ ನಿರ್ಧಾರ ಕೈಗೊಂಡಿದೆ. ರಾಜ್ಯದ ಎಲ್ಲಾ ಜಿಲ್ಲೆಗಳಲ್ಲಿ ಈ ವ್ಯವಸ್ಥೆ ಜಾರಿಗೆ ಬರಲಿದೆ. ಹಾಪ್‌ಕಾಮ್ಸ್ ಮಳಿಗೆಗಳ ಜೊತೆಗೆ ನಂದಿನಿ ಮಳಿಗೆಗಳಲ್ಲೂ ಹಣ್ಣು ತರಕಾರಿ ಲಭ್ಯವಾಗಲಿದೆ. ಇದರಿಂದ ಗ್ರಾಹಕರಿಗೆ ತಾಜಾ ಉತ್ಪನ್ನಗಳು ಸುಲಭವಾಗಿ ದೊರೆಯಲಿವೆ. ಬೆಲೆ ನಿಗದಿಯಲ್ಲಿ ಪಾರದರ್ಶಕತೆ ಕಾಯ್ದುಕೊಳ್ಳಲಾಗುವುದು. ಸಾಮಾಜಿಕ ಅಂತರ ಕಾಪಾಡಿಕೊಂಡು ವ್ಯಾಪಾರ ನಡೆಸಬೇಕು. ಮಾಸ್ಕ್ ಧರಿಸುವುದು ಕಡ್ಡಾಯ. ಬೆಳಿಗ್ಗೆ 6 ರಿಂದ ಮಧ್ಯಾಹ್ನ 12 ಗಂಟೆವರೆಗೆ ಮಳಿಗೆಗಳು ತೆರೆದಿರುತ್ತವೆ.: [24, 1082, 142, 1193]
dir-entry: ಅಕ್ಷಯ ಮಾರ್ಕೆಟ್: [511, 909, 545, 915]
directory-anniversary-badge: [487, 671, 529, 717]
covid-num1: 1077: [531, 1269, 577, 1288]
dir-entry: ಓ ಕಾಫಿ: [601, 923, 615, 929]
dir-entry: 99455-75161: [601, 986, 639, 992]
covid-sub: ಸಹಾಯವಾಣಿ ಸಂಖ್ಯೆಗಳು:: [524, 1246, 584, 1254]
dir-entry: 0821-4263607: [601, 1000, 643, 1006]
directory-logo: ಮೈಸೂರು ಮಿತ್ರ: [569, 673, 739, 713]
tv-ad-phone: 9342114069: [539, 314, 663, 334]
dir-entry: 0821-2423185: [691, 895, 733, 901]
dir-entry: 99006-29306: [691, 860, 729, 866]
masthead-date: ಸೋಮವಾರ 27 ಏಪ್ರಿಲ್ 2020: [167, 51, 282, 62]
emergency-num: 2568888: [566, 1094, 594, 1100]
dir-entry: ಮೋಹನ್ ಭಂಡಾರ್: [511, 818, 548, 824]
dir-entry: ಇಂಪೀರಿಯಲ್ ಸ್ವೀಟ್ಸ್: [601, 811, 641, 817]
dir-entry: ರಘುನಾಥ್ ಮೆಡಿಕಲ್: [691, 797, 730, 803]
dir-entry: 98868-73759: [783, 1261, 821, 1267]
dir-entry: ಬ್ಯಾಂಕ್ ಸೇವೆ: [691, 978, 715, 984]
birthday-badge-num: 36: [856, 78, 884, 102]
protest-photo: [180, 675, 468, 783]
dir-entry: ಪ್ರಧಾನ ಅಂಚೆ ಕಚೇರಿ: [691, 985, 729, 991]
dir-entry: 96862-33433: [511, 832, 549, 838]
emergency-row: [512, 1092, 596, 1114]
dir-entry: 99456-60084: [691, 846, 729, 852]
dir-entry: 0821-2522588: [601, 930, 643, 936]
dir-entry: 99688-16160: [601, 874, 639, 880]
dir-entry: ಪೋರ್ ಮನಿ ಸ್ಟೋರ್: [511, 860, 550, 866]
dir-entry: ಬೃಂದಾವನ ಆಸ್ಪತ್ರೆ: [783, 895, 816, 901]
dir-entry: 98441-63411: [511, 951, 549, 957]
dir-entry: ಫ್ರೆಶ್ ಕಾರ್ಟ್: [511, 944, 535, 950]
greet-sign-role: ಅಧ್ಯಕ್ಷರು, ನರುವದಹಳ್ಳಿ ಗ್ರಾಮ ಪಂಚಾಯಿತಿ: [707, 637, 790, 644]
dir-head-1: ಗೃಹೋಪಯೋಗಿ ಪದಾರ್ಥಗಳ ಪೂರೈಕೆ: [509, 771, 599, 793]
lead-caption: ಮೈಸೂರಿನ ಸಂಬರಾ ಬಡಾವಣ್ಣೂರ್ ಬ್ರಾಂಚ್ ನಿರಾಶ್ರಿತರ ಶಿಬಿರದಲ್ಲಿ ವಿಶ್ವಗುರು ಬಸವೇಶ್ವರರ ಜಯಂತಿ ಆಚರಿಸಲಾಯಿತು. ಡಿಸಿಪಿ ಎ.ಎನ್.ಪ್ರಕಾಶ್‌ಗೌಡ ಪ್ರಧಾನ ಮಾಡಿದರು.: [70, 292, 422, 300]
corona-body-col1: ನವದೆಹಲಿ, ಏ. 26- ದೇಶದಲ್ಲಿ ಕೊರೊನಾ ವೈರಸ್ ರಣಕೇಕೆ ಹಾಕುತ್ತಿದ್ದು, 24 ಗಂಟೆಗಳಲ್ಲಿ 49 ಮಂದಿಯನ್ನು ಬಲಿತೆಗೆದುಕೊಂಡಿದೆ. ಅಲ್ಲದೆ ಸೋಂಕಿತರ ಸಂಖ್ಯೆ 26,496ಕ್ಕೆ ಏರಿಕೆಯಾಗಿದೆ. ಶನಿವಾರ ಒಂದೇ ದಿನ 1,990 ಮಂದಿಯಲ್ಲಿ ಹೊಸದಾಗಿ ಸೋಂಕು ಕಾಣಿಸಿಕೊಂಡಿದ್ದು, ಈ ಮೂಲಕ ಸೋಂಕಿತರ ಸಂಖ್ಯೆ 26,496ಕ್ಕೆ ಏರಿಕೆಯಾಗಿದೆ ಎಂದು ಕೇಂದ್ರ ಆರೋಗ್ಯ ಸಚಿವಾಲಯ ಮಾಹಿತಿ ನೀಡಿದೆ. ರಾಜ್ಯ ಹಾಗೂ ಕೇಂದ್ರಾಡಳಿತ ಪ್ರದೇಶಗಳ ಪೈಕಿ ಮಹಾರಾಷ್ಟ್ರ, ದೆಹಲಿ, ಗುಜರಾತ್, ಮಧ್ಯಪ್ರದೇಶ ಹಾಗೂ ರಾಜಸ್ಥಾನದಲ್ಲಿ ಹೆಚ್ಚು ಪ್ರಕರಣಗಳು ದಾಖಲಾಗಿವೆ. ಗುಣಮುಖರಾದವರ ಪ್ರಮಾಣ ಶೇ.19.36ರಷ್ಟಿದೆ ಎಂದು ಸಚಿವಾಲಯ ತಿಳಿಸಿದೆ. ಪ್ರಕರಣಗಳು ದ್ವಿಗುಣಗೊಳ್ಳುವ ಅವಧಿ 8.7 ದಿನಗಳಿಗೆ ಏರಿಕೆಯಾಗಿದೆ.: [480, 120, 620, 207]
dir-entry: 81619-16000: [511, 867, 549, 873]
nandini-body-b: ಬೆಂಗಳೂರು, ಏ. 26- ನಂದಿನಿ ಮಳಿಗೆಗಳ ಬಳಿ ಹಣ್ಣು ಹಾಗೂ ತರಕಾರಿ ಮಾರಾಟಕ್ಕೆ ಒಪ್ಪಿಗೆ ನೀಡಲಾಗಿದೆ ಎಂದು ತೋಟಗಾರಿಕೆ ಸಚಿವರು ತಿಳಿಸಿದ್ದಾರೆ. ರೈತರು ಬೆಳೆದ ಉತ್ಪನ್ನಗಳನ್ನು ನೇರವಾಗಿ ಗ್ರಾಹಕರಿಗೆ ತಲುಪಿಸುವ ಉದ್ದೇಶದಿಂದ ಈ ಕ್ರಮ ಕೈಗೊಳ್ಳಲಾಗಿದೆ. ಲಾಕ್‌ಡೌನ್‌ನಿಂದ ರೈತರು ಸಂಕಷ್ಟಕ್ಕೆ ಸಿಲುಕಿದ್ದು, ಅವರಿಗೆ ನೆರವಾಗುವ ನಿಟ್ಟಿನಲ್ಲಿ ಸರ್ಕಾರ ಈ ನಿರ್ಧಾರ ಕೈಗೊಂಡಿದೆ. ರಾಜ್ಯದ ಎಲ್ಲಾ: [224, 1082, 292, 1177]
dir-entry: 0821-2526595: [691, 916, 733, 922]
protest-headline: ಎಂಎಲ್‌ಸಿ ಶ್ರೀಕಂಠೇಗೌಡ ವಿರುದ್ಧ ಮೈಸೂರಲ್ಲಿ ಪ್ರತಿಭಟನೆ: [24, 650, 468, 670]
dir-entry: 99458-04996: [691, 888, 729, 894]
tv-ad-line2: ಫ್ರಿಡ್ಜ್, ವಾಷಿಂಗ್ ಮೆಷಿನ್, Micro Oven: [543, 270, 644, 278]
emergency-name: ನಗರ ಪಾಲಿಕೆ: [514, 1160, 537, 1166]
